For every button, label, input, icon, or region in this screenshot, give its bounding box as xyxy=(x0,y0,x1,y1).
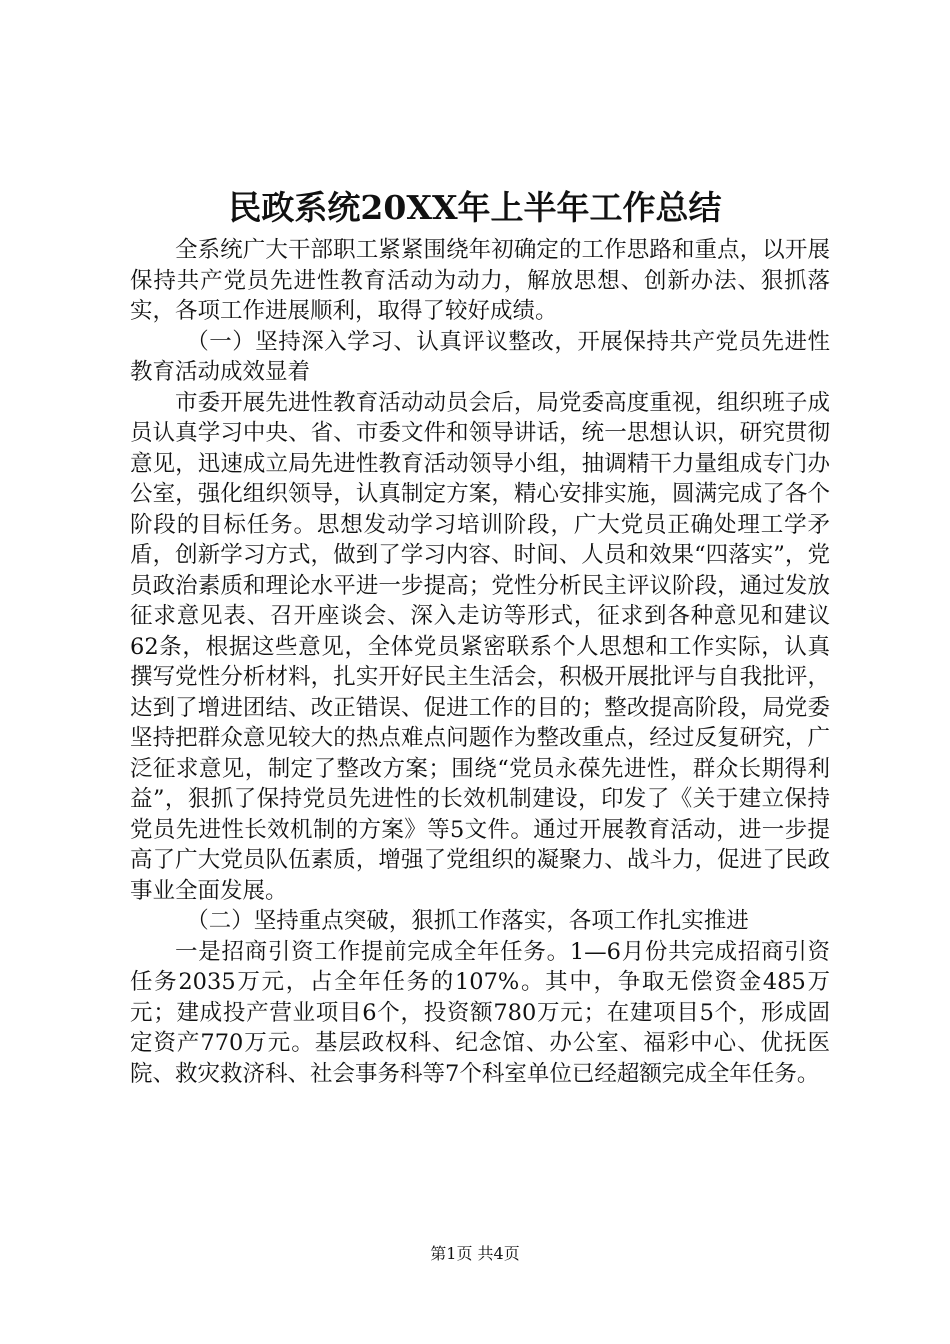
document-body xyxy=(130,235,830,1089)
document-title: 民政系统20XX年上半年工作总结 xyxy=(228,188,722,227)
intro-paragraph: 全系统广大干部职工紧紧围绕年初确定的工作思路和重点，以开展保持共产党员先进性教育活动为动力，解放思想、创新办法、狠抓落实，各项工作进展顺利，取得了较好成绩。 xyxy=(130,237,830,324)
section-heading-1: （一）坚持深入学习、认真评议整改，开展保持共产党员先进性教育活动成效显着 xyxy=(130,328,830,385)
page-footer: 第1页 共4页 xyxy=(430,1244,520,1263)
section-heading-2: （二）坚持重点突破，狠抓工作落实，各项工作扎实推进 xyxy=(186,908,749,934)
section-1-paragraph: 市委开展先进性教育活动动员会后，局党委高度重视，组织班子成员认真学习中央、省、市委文件和领导讲话，统一思想认识，研究贯彻意见，迅速成立局先进性教育活动领导小组，抽调精干力量组成专门办公室，强化组织领导，认真制定方案，精心安排实施，圆满完成了各个阶段的目标任务。思想发动学习培训阶段，广大党员正确处理工学矛盾，创新学习方式，做到了学习内容、时间、人员和效果“四落实”，党员政治素质和理论水平进一步提高；党性分析民主评议阶段，通过发放征求意见表、召开座谈会、深入走访等形式，征求到各种意见和建议62条，根据这些意见，全体党员紧密联系个人思想和工作实际，认真撰写党性分析材料，扎实开好民主生活会，积极开展批评与自我批评，达到了增进团结、改正错误、促进工作的目的；整改提高阶段，局党委坚持把群众意见较大的热点难点问题作为整改重点，经过反复研究，广泛征求意见，制定了整改方案；围绕“党员永葆先进性，群众长期得利益”，狠抓了保持党员先进性的长效机制建设，印发了《关于建立保持党员先进性长效机制的方案》等5文件。通过开展教育活动，进一步提高了广大党员队伍素质，增强了党组织的凝聚力、战斗力，促进了民政事业全面发展。 xyxy=(130,389,830,904)
section-2-paragraph: 一是招商引资工作提前完成全年任务。1—6月份共完成招商引资任务2035万元，占全年任务的107%。其中，争取无偿资金485万元；建成投产营业项目6个，投资额780万元；在建项目5个，形成固定资产770万元。基层政权科、纪念馆、办公室、福彩中心、优抚医院、救灾救济科、社会事务科等7个科室单位已经超额完成全年任务。 xyxy=(130,938,830,1087)
